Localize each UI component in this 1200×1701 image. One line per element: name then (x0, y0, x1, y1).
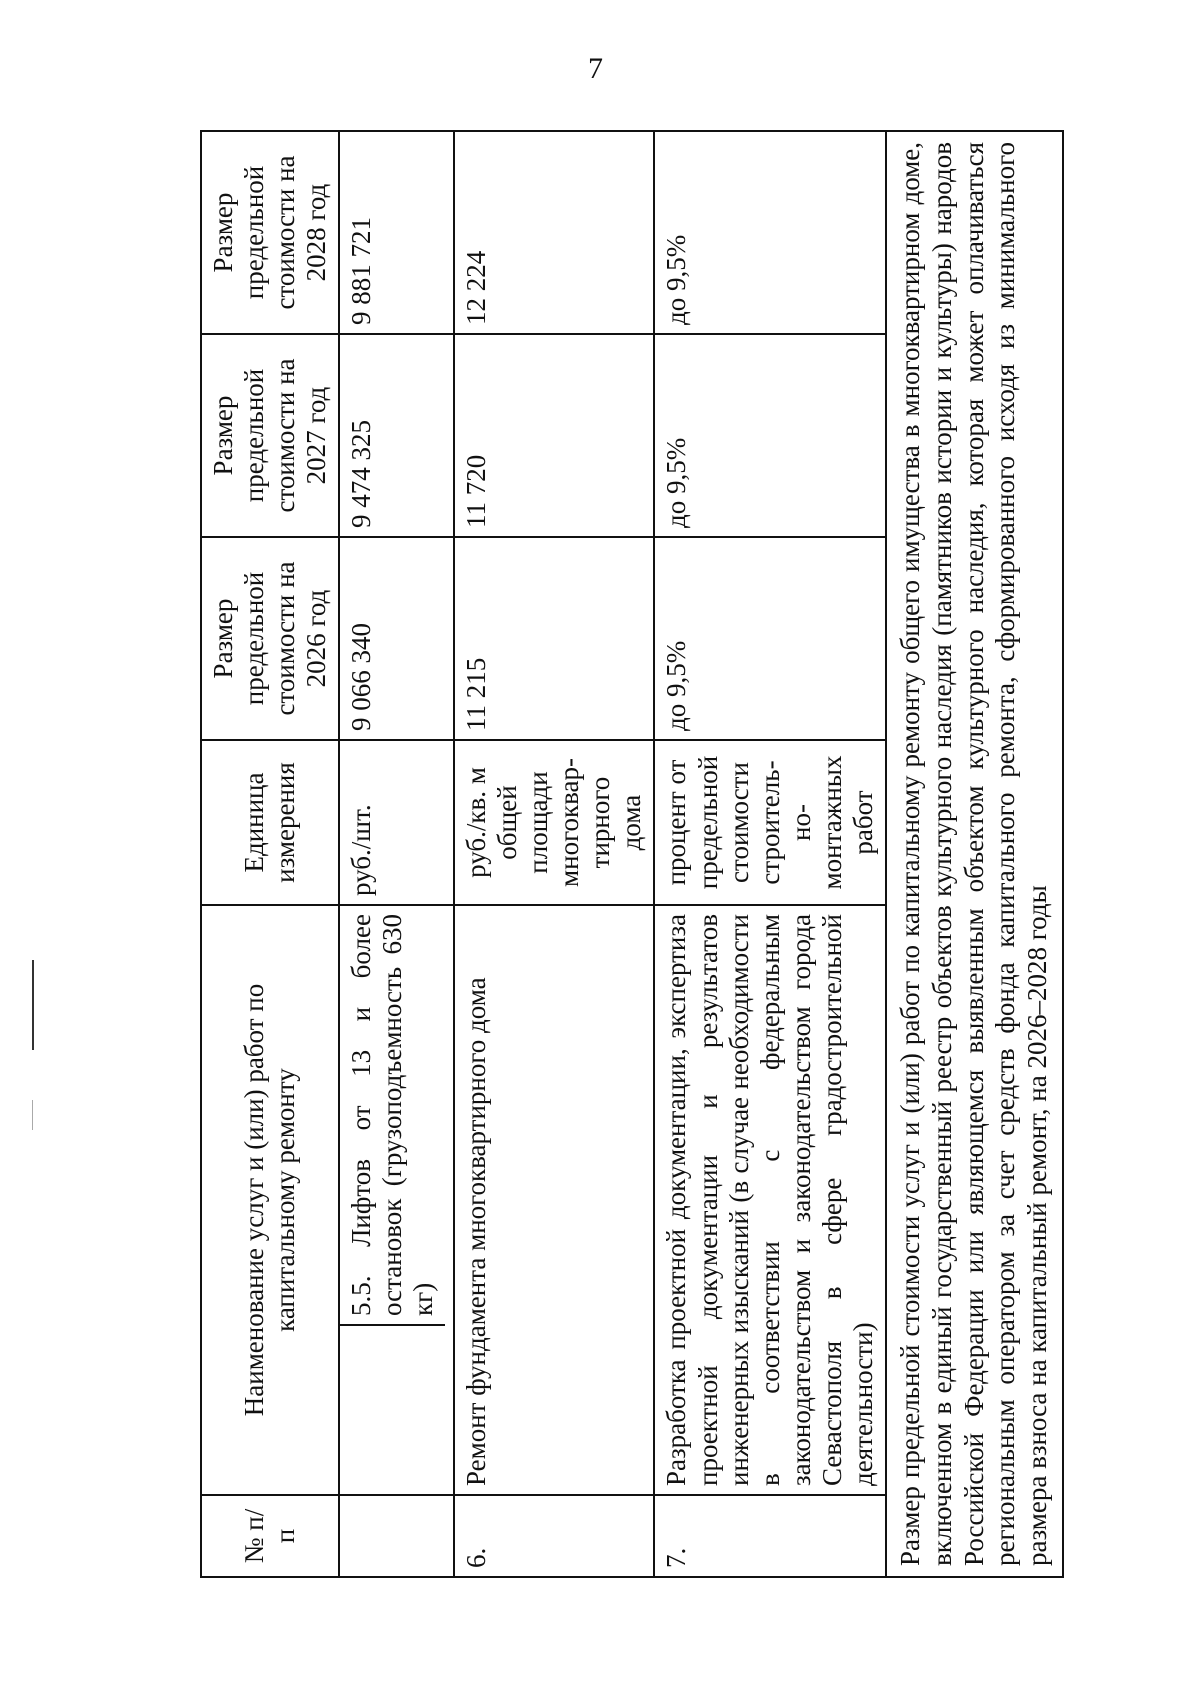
row-2028: 9 881 721 (339, 131, 454, 334)
row-2027: 11 720 (454, 334, 654, 537)
row-unit: руб./шт. (339, 740, 454, 905)
table-row (654, 131, 885, 1577)
row-2028: 12 224 (454, 131, 654, 334)
header-unit: Единица измерения (201, 740, 339, 905)
row-num: 7. (654, 1495, 885, 1577)
margin-line (32, 960, 34, 1050)
table-header-row (201, 131, 339, 1577)
row-2026: 11 215 (454, 537, 654, 740)
row-num: 6. (454, 1495, 654, 1577)
header-2028: Размер предельной стоимости на 2028 год (201, 131, 339, 334)
row-unit: процент от предельной стоимости строитель-но-монтажных работ (654, 740, 885, 905)
row-unit: руб./кв. м общей площади многоквар-тирного дома (454, 740, 654, 905)
header-2026: Размер предельной стоимости на 2026 год (201, 537, 339, 740)
header-num: № п/п (201, 1495, 339, 1577)
row-name: Ремонт фундамента многоквартирного дома (454, 905, 654, 1495)
row-2026: 9 066 340 (339, 537, 454, 740)
row-name: Разработка проектной документации, экспертиза проектной документации и результатов инженерных изысканий (в случае необходимости в соответствии с федеральным законодательством и законодательством города Севастополя в сфере градостроительной деятельности) (654, 905, 885, 1495)
row-2028: до 9,5% (654, 131, 885, 334)
header-2027: Размер предельной стоимости на 2027 год (201, 334, 339, 537)
row-name-indent (340, 1324, 445, 1494)
row-name: 5.5. Лифтов от 13 и более остановок (грузоподъемность 630 кг) (346, 914, 439, 1316)
row-2027: до 9,5% (654, 334, 885, 537)
table-row (454, 131, 654, 1577)
row-num (339, 1495, 454, 1577)
rotated-table-container (200, 130, 1062, 1578)
page-number: 7 (588, 52, 603, 85)
row-name-cell (339, 905, 454, 1495)
row-2026: до 9,5% (654, 537, 885, 740)
table-row (339, 131, 454, 1577)
margin-tick (32, 1100, 33, 1130)
row-2027: 9 474 325 (339, 334, 454, 537)
footnote-row (886, 131, 1063, 1577)
footnote-text: Размер предельной стоимости услуг и (или) работ по капитальному ремонту общего имущества в многоквартирном доме, включенном в единый государственный реестр объектов культурного наследия (памятников истории и культуры) народов Российской Федерации или являющемся выявленным объектом культурного наследия, которая может оплачиваться региональным оператором за счет средств фонда капитального ремонта, сформированного исходя из минимального размера взноса на капитальный ремонт, на 2026–2028 годы (886, 131, 1063, 1577)
cost-limits-table (200, 130, 1064, 1578)
header-name: Наименование услуг и (или) работ по капитальному ремонту (201, 905, 339, 1495)
